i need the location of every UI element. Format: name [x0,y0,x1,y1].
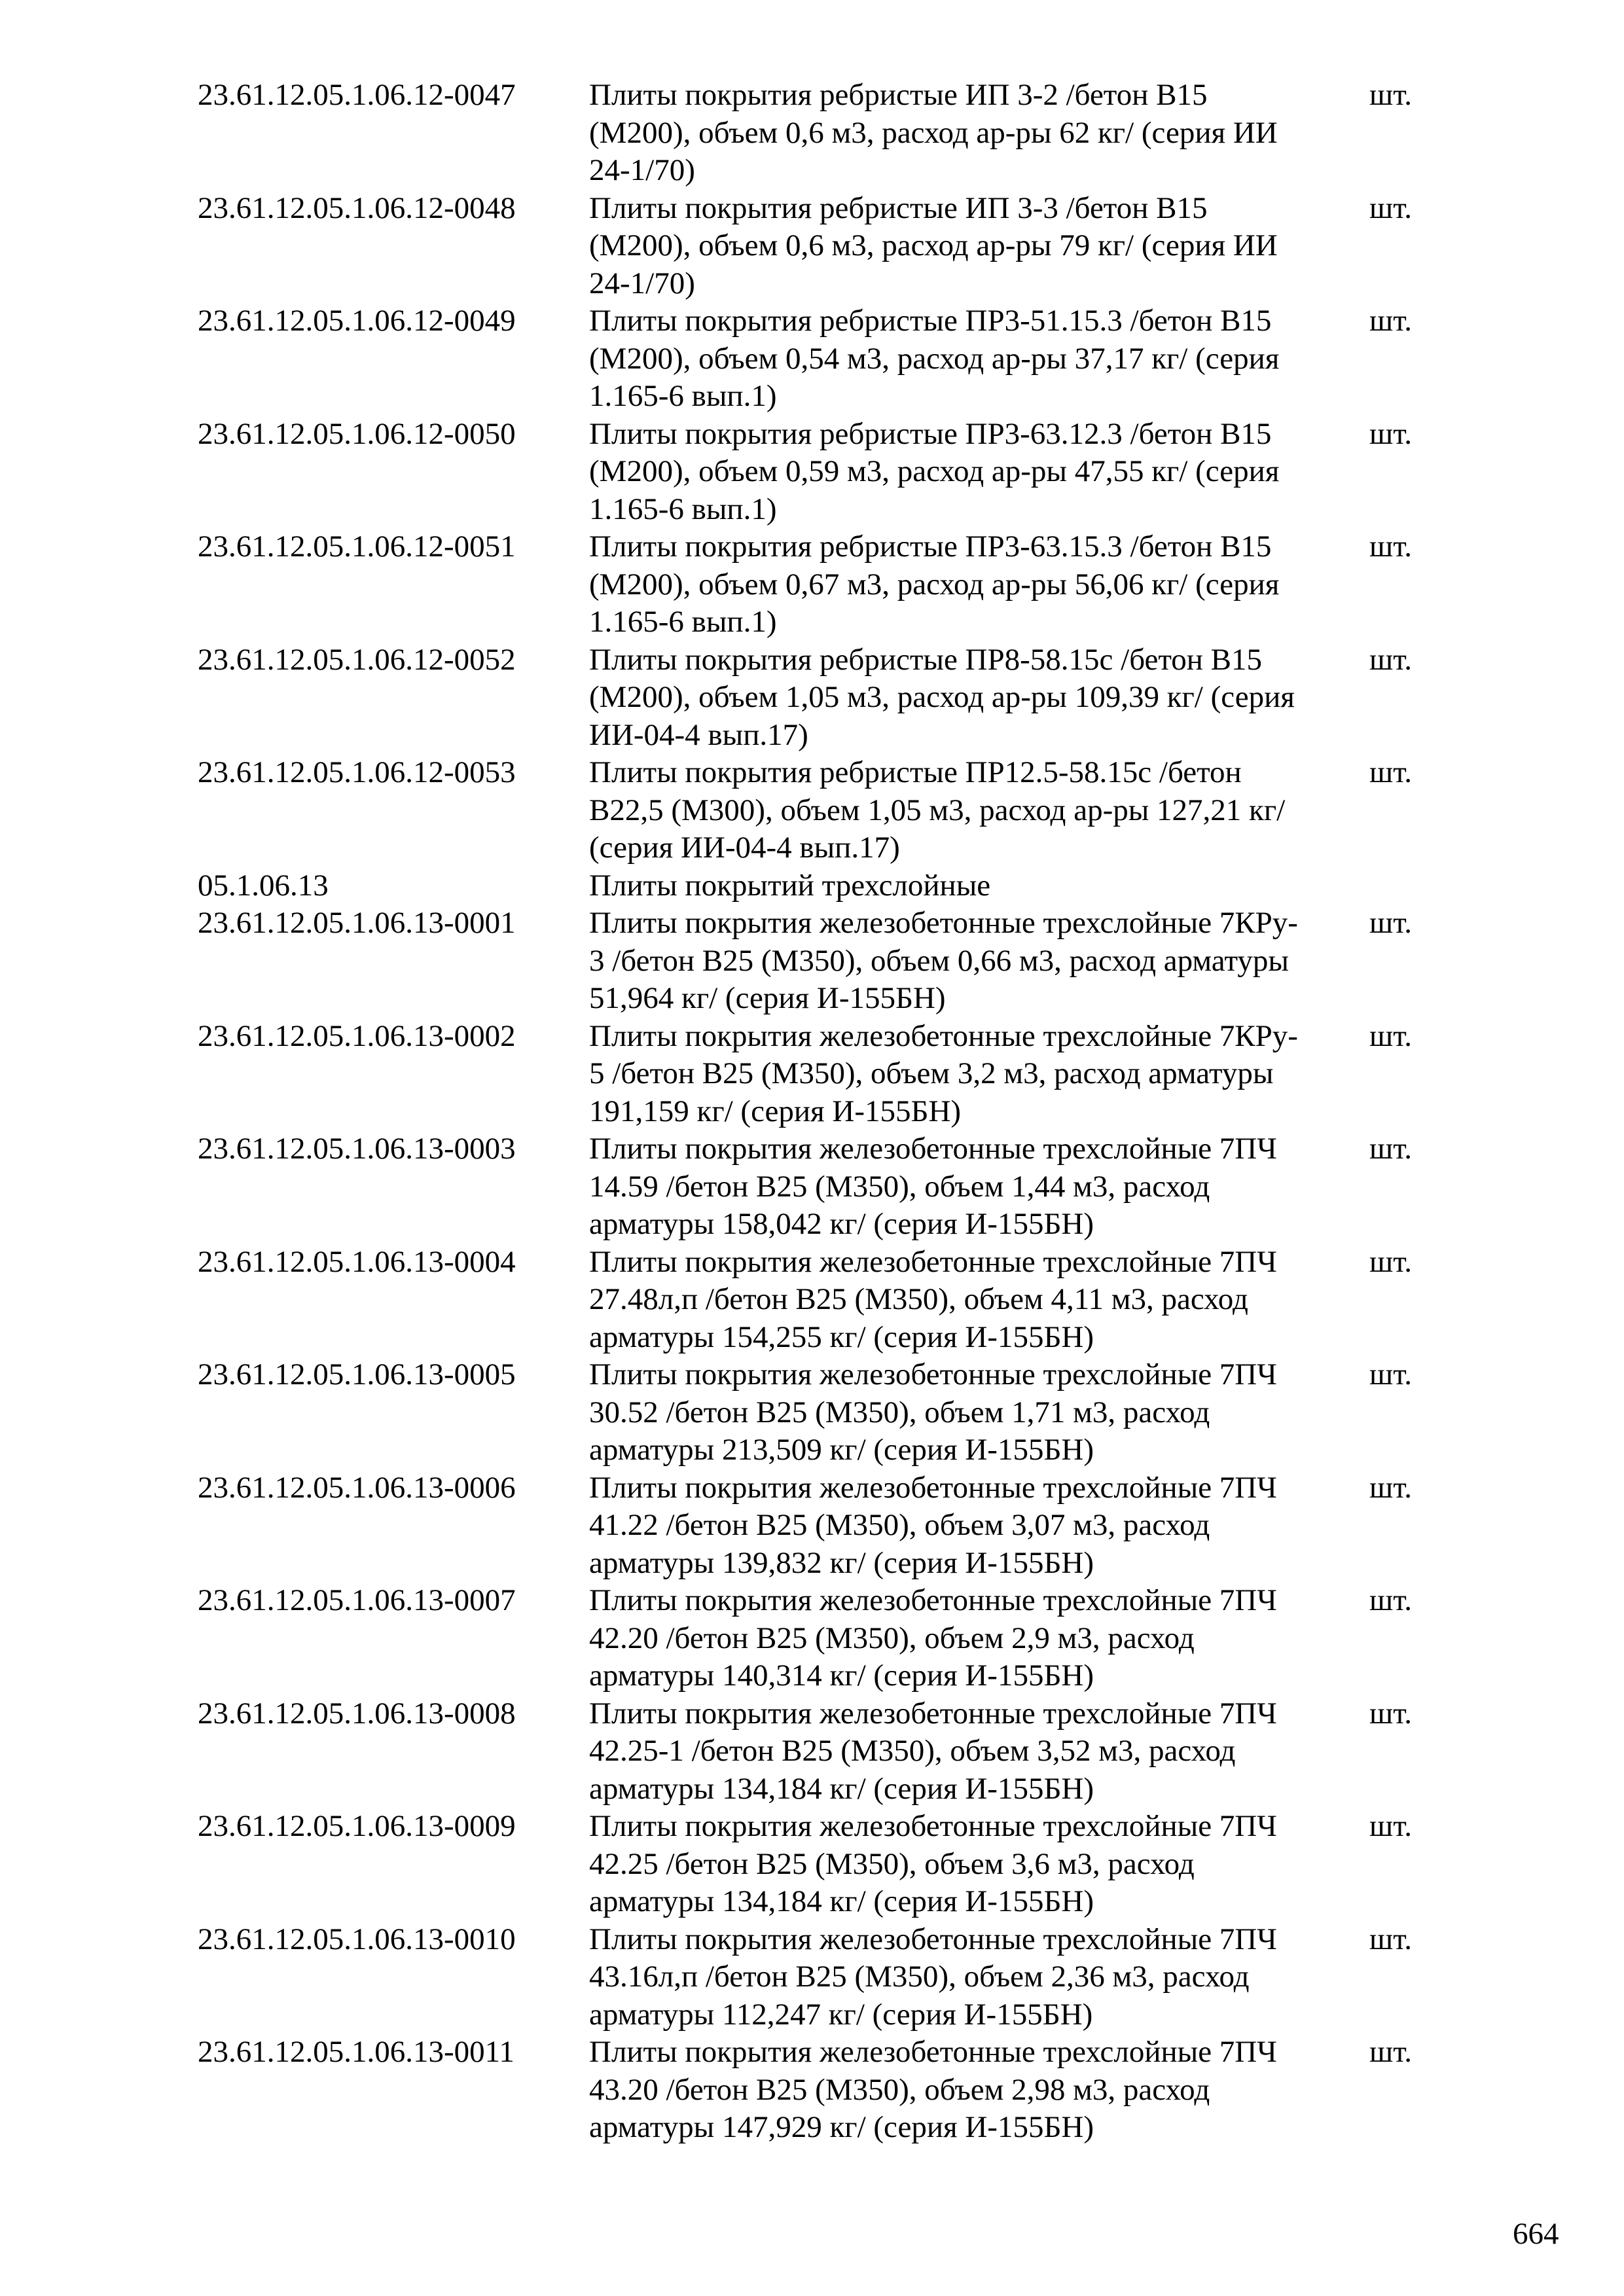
table-row [198,1808,1441,1921]
row-unit: шт. [1369,2035,1412,2069]
row-code: 23.61.12.05.1.06.13-0005 [198,1357,516,1391]
row-description: Плиты покрытия ребристые ПР12.5-58.15с /бетон В22,5 (М300), объем 1,05 м3, расход ар-ры 127,21 кг/ (серия ИИ-04-4 вып.17) [589,755,1286,865]
row-description: Плиты покрытия железобетонные трехслойные 7КРу- 3 /бетон В25 (М350), объем 0,66 м3, расход арматуры 51,964 кг/ (серия И-155БН) [589,906,1298,1015]
row-code: 23.61.12.05.1.06.13-0008 [198,1696,516,1731]
row-unit: шт. [1369,304,1412,338]
table-row [198,77,1441,190]
row-unit: шт. [1369,642,1412,677]
row-description: Плиты покрытия железобетонные трехслойные 7ПЧ 41.22 /бетон В25 (М350), объем 3,07 м3, расход арматуры 139,832 кг/ (серия И-155БН) [589,1470,1277,1580]
row-unit: шт. [1369,1696,1412,1731]
row-description: Плиты покрытия ребристые ИП 3-2 /бетон В15 (М200), объем 0,6 м3, расход ар-ры 62 кг/ (серия ИИ 24-1/70) [589,78,1278,187]
table-row [198,416,1441,529]
row-unit: шт. [1369,755,1412,789]
table-row [198,905,1441,1018]
row-code: 23.61.12.05.1.06.13-0010 [198,1922,516,1956]
table-row [198,1921,1441,2034]
row-description: Плиты покрытия ребристые ПР8-58.15с /бетон В15 (М200), объем 1,05 м3, расход ар-ры 109,39 кг/ (серия ИИ-04-4 вып.17) [589,642,1295,752]
row-code: 23.61.12.05.1.06.13-0003 [198,1132,516,1166]
section-code: 05.1.06.13 [198,868,329,903]
table-row [198,2034,1441,2147]
page-number: 664 [1513,2217,1559,2251]
row-code: 23.61.12.05.1.06.13-0006 [198,1470,516,1505]
row-unit: шт. [1369,1583,1412,1617]
row-unit: шт. [1369,1244,1412,1279]
row-code: 23.61.12.05.1.06.12-0053 [198,755,516,789]
table-row [198,1469,1441,1583]
table-row [198,1130,1441,1244]
row-code: 23.61.12.05.1.06.13-0002 [198,1018,516,1053]
row-code: 23.61.12.05.1.06.13-0001 [198,906,516,940]
row-code: 23.61.12.05.1.06.13-0007 [198,1583,516,1617]
table-row [198,1582,1441,1695]
row-code: 23.61.12.05.1.06.12-0048 [198,190,516,225]
row-description: Плиты покрытия железобетонные трехслойные 7ПЧ 42.25-1 /бетон В25 (М350), объем 3,52 м3, расход арматуры 134,184 кг/ (серия И-155БН) [589,1696,1277,1806]
table-row [198,1018,1441,1131]
table-row [198,528,1441,641]
row-description: Плиты покрытия железобетонные трехслойные 7ПЧ 27.48л,п /бетон В25 (М350), объем 4,11 м3, расход арматуры 154,255 кг/ (серия И-155БН) [589,1244,1277,1354]
row-unit: шт. [1369,416,1412,451]
price-table [198,77,1441,2147]
table-row [198,1695,1441,1808]
row-unit: шт. [1369,1357,1412,1391]
row-code: 23.61.12.05.1.06.12-0049 [198,304,516,338]
row-unit: шт. [1369,78,1412,112]
row-description: Плиты покрытия железобетонные трехслойные 7ПЧ 30.52 /бетон В25 (М350), объем 1,71 м3, расход арматуры 213,509 кг/ (серия И-155БН) [589,1357,1277,1467]
row-description: Плиты покрытия железобетонные трехслойные 7ПЧ 42.25 /бетон В25 (М350), объем 3,6 м3, расход арматуры 134,184 кг/ (серия И-155БН) [589,1809,1277,1918]
row-code: 23.61.12.05.1.06.12-0050 [198,416,516,451]
row-code: 23.61.12.05.1.06.12-0047 [198,78,516,112]
row-description: Плиты покрытия железобетонные трехслойные 7ПЧ 43.16л,п /бетон В25 (М350), объем 2,36 м3, расход арматуры 112,247 кг/ (серия И-155БН) [589,1922,1277,2032]
table-row [198,1356,1441,1469]
row-unit: шт. [1369,1809,1412,1843]
row-unit: шт. [1369,529,1412,564]
row-description: Плиты покрытия железобетонные трехслойные 7ПЧ 43.20 /бетон В25 (М350), объем 2,98 м3, расход арматуры 147,929 кг/ (серия И-155БН) [589,2035,1277,2144]
row-unit: шт. [1369,906,1412,940]
row-description: Плиты покрытия железобетонные трехслойные 7ПЧ 42.20 /бетон В25 (М350), объем 2,9 м3, расход арматуры 140,314 кг/ (серия И-155БН) [589,1583,1277,1693]
row-code: 23.61.12.05.1.06.12-0051 [198,529,516,564]
row-unit: шт. [1369,1018,1412,1053]
row-description: Плиты покрытия ребристые ПР3-51.15.3 /бетон В15 (М200), объем 0,54 м3, расход ар-ры 37,17 кг/ (серия 1.165-6 вып.1) [589,304,1280,413]
row-code: 23.61.12.05.1.06.12-0052 [198,642,516,677]
table-row [198,1244,1441,1357]
row-code: 23.61.12.05.1.06.13-0009 [198,1809,516,1843]
row-description: Плиты покрытия железобетонные трехслойные 7ПЧ 14.59 /бетон В25 (М350), объем 1,44 м3, расход арматуры 158,042 кг/ (серия И-155БН) [589,1132,1277,1241]
row-unit: шт. [1369,1132,1412,1166]
row-description: Плиты покрытия железобетонные трехслойные 7КРу- 5 /бетон В25 (М350), объем 3,2 м3, расход арматуры 191,159 кг/ (серия И-155БН) [589,1018,1298,1128]
row-code: 23.61.12.05.1.06.13-0011 [198,2035,514,2069]
row-unit: шт. [1369,190,1412,225]
row-unit: шт. [1369,1470,1412,1505]
table-row [198,754,1441,867]
row-code: 23.61.12.05.1.06.13-0004 [198,1244,516,1279]
table-row [198,641,1441,755]
table-row [198,302,1441,416]
row-description: Плиты покрытия ребристые ПР3-63.12.3 /бетон В15 (М200), объем 0,59 м3, расход ар-ры 47,55 кг/ (серия 1.165-6 вып.1) [589,416,1280,526]
section-heading-row [198,867,1441,905]
section-title: Плиты покрытий трехслойные [589,868,991,903]
row-unit: шт. [1369,1922,1412,1956]
row-description: Плиты покрытия ребристые ИП 3-3 /бетон В15 (М200), объем 0,6 м3, расход ар-ры 79 кг/ (серия ИИ 24-1/70) [589,190,1278,300]
table-row [198,190,1441,303]
row-description: Плиты покрытия ребристые ПР3-63.15.3 /бетон В15 (М200), объем 0,67 м3, расход ар-ры 56,06 кг/ (серия 1.165-6 вып.1) [589,529,1280,639]
